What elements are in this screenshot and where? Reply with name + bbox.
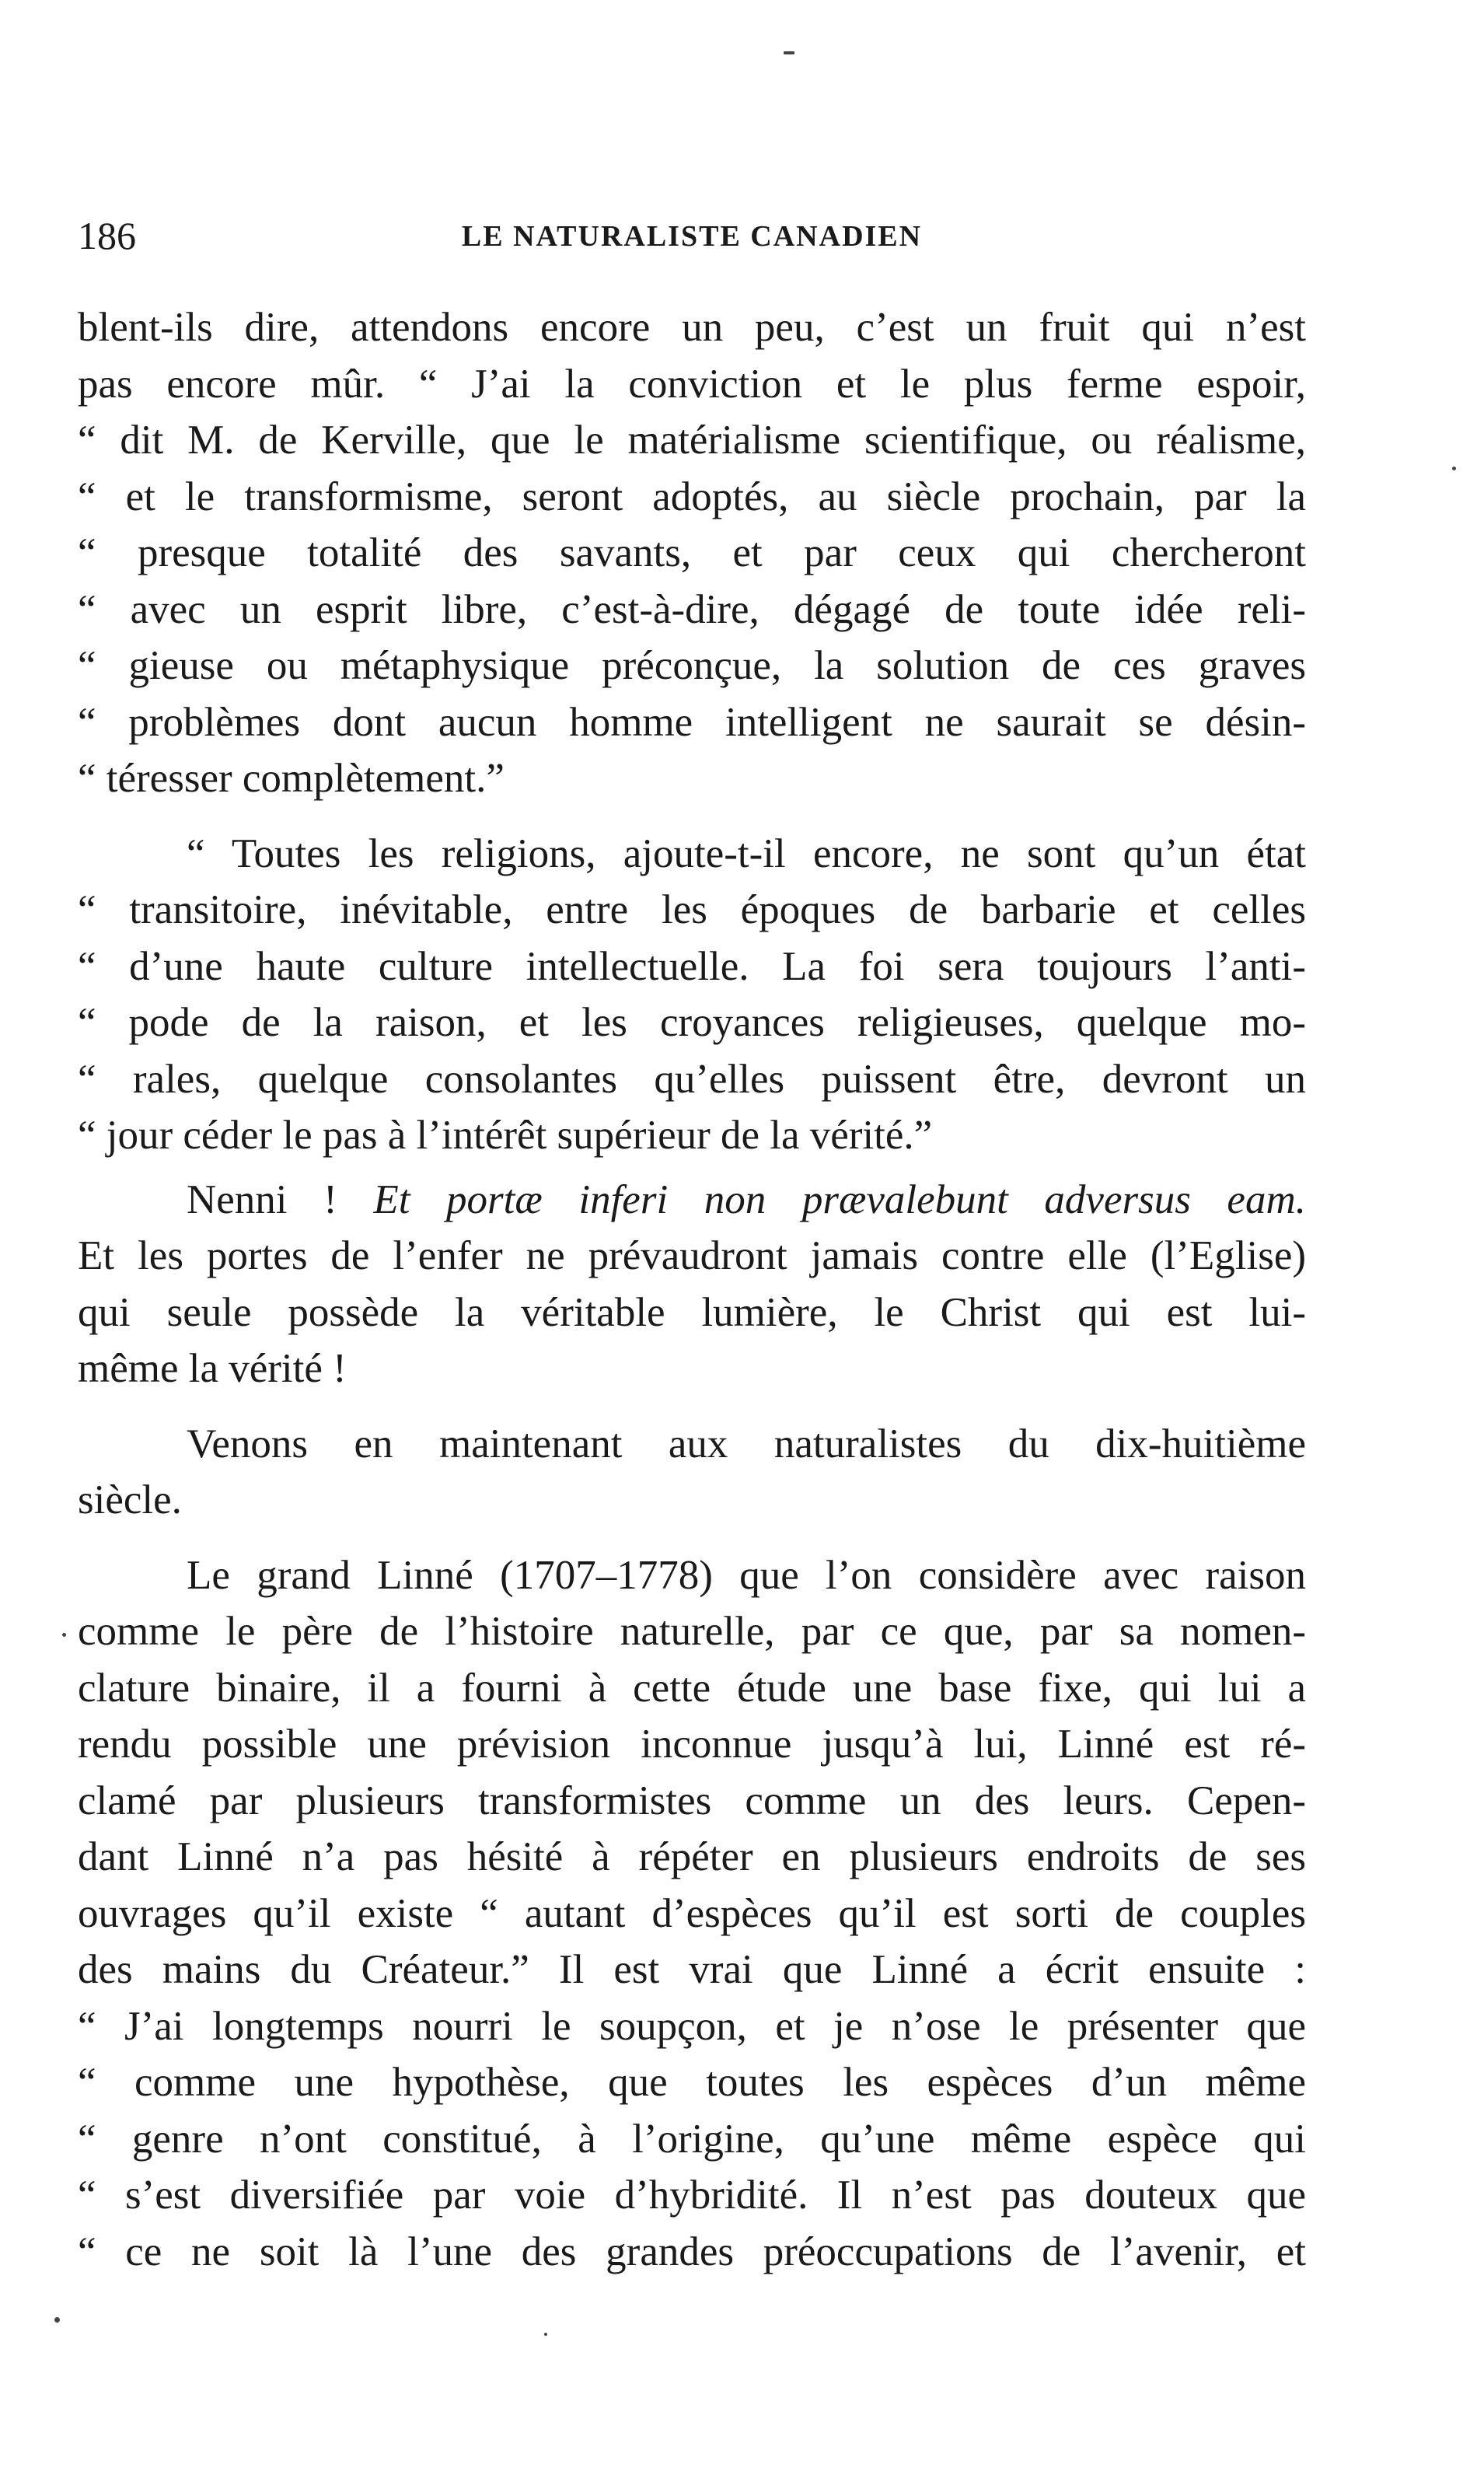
text-line: clature binaire, il a fourni à cette étude une base fixe, qui lui a (78, 1665, 1306, 1711)
text-line: pas encore mûr. “ J’ai la conviction et le plus ferme espoir, (78, 361, 1306, 407)
text-line: ouvrages qu’il existe “ autant d’espèces qu’il est sorti de couples (78, 1890, 1306, 1936)
text-line: comme le père de l’histoire naturelle, par ce que, par sa nomen- (78, 1609, 1306, 1654)
scan-speck (54, 2317, 60, 2323)
text-line: “ presque totalité des savants, et par ceux qui chercheront (78, 530, 1306, 575)
text-line: même la vérité ! (78, 1346, 347, 1391)
scan-speck (784, 51, 794, 54)
text-line: rendu possible une prévision inconnue jusqu’à lui, Linné est ré- (78, 1722, 1306, 1767)
text-line: “ problèmes dont aucun homme intelligent ne saurait se désin- (78, 699, 1306, 745)
running-title: LE NATURALISTE CANADIEN (461, 220, 923, 253)
text-line: “ gieuse ou métaphysique préconçue, la solution de ces graves (78, 643, 1306, 688)
page-number: 186 (78, 214, 136, 257)
text-line: “ pode de la raison, et les croyances religieuses, quelque mo- (78, 1000, 1306, 1045)
text-line: siècle. (78, 1477, 182, 1522)
text-line: “ rales, quelque consolantes qu’elles puissent être, devront un (78, 1056, 1306, 1102)
text-line: “ dit M. de Kerville, que le matérialisme scientifique, ou réalisme, (78, 418, 1306, 463)
text-line: Et les portes de l’enfer ne prévaudront jamais contre elle (l’Eglise) (78, 1233, 1306, 1278)
scan-speck (544, 2333, 547, 2336)
page-header (78, 208, 1306, 263)
text-line: “ téresser complètement.” (78, 756, 505, 801)
text-line: dant Linné n’a pas hésité à répéter en plusieurs endroits de ses (78, 1834, 1306, 1879)
body-text (78, 299, 1306, 2280)
paragraph-gap (78, 1164, 1306, 1172)
paragraph-gap (78, 1529, 1306, 1547)
paragraph (78, 826, 1306, 1164)
text-line: “ comme une hypothèse, que toutes les espèces d’un même (78, 2060, 1306, 2105)
text-line: clamé par plusieurs transformistes comme un des leurs. Cepen- (78, 1778, 1306, 1823)
text-span: Nenni ! (187, 1176, 374, 1222)
text-line: “ et le transformisme, seront adoptés, au siècle prochain, par la (78, 474, 1306, 519)
text-line: “ transitoire, inévitable, entre les époques de barbarie et celles (78, 887, 1306, 932)
paragraph-gap (78, 807, 1306, 826)
text-line (78, 1172, 1306, 1229)
paragraph (78, 1172, 1306, 1397)
paragraph-gap (78, 1397, 1306, 1416)
latin-quote: Et portæ inferi non prævalebunt adversus eam. (373, 1176, 1306, 1222)
scan-speck (62, 1633, 66, 1637)
text-line: “ avec un esprit libre, c’est-à-dire, dégagé de toute idée reli- (78, 586, 1306, 632)
text-line: “ genre n’ont constitué, à l’origine, qu’une même espèce qui (78, 2116, 1306, 2162)
text-line: “ J’ai longtemps nourri le soupçon, et je n’ose le présenter que (78, 2003, 1306, 2049)
text-line: “ Toutes les religions, ajoute-t-il encore, ne sont qu’un état (187, 830, 1306, 876)
text-line: des mains du Créateur.” Il est vrai que Linné a écrit ensuite : (78, 1947, 1306, 1992)
text-line: qui seule possède la véritable lumière, le Christ qui est lui- (78, 1289, 1306, 1335)
text-line: “ s’est diversifiée par voie d’hybridité. Il n’est pas douteux que (78, 2173, 1306, 2218)
scan-speck (1452, 467, 1456, 470)
paragraph (78, 1547, 1306, 2281)
text-line: blent-ils dire, attendons encore un peu, c’est un fruit qui n’est (78, 305, 1306, 350)
paragraph (78, 299, 1306, 807)
text-line: “ jour céder le pas à l’intérêt supérieur de la vérité.” (78, 1113, 933, 1158)
text-line: Le grand Linné (1707–1778) que l’on considère avec raison (187, 1552, 1306, 1598)
text-line: “ d’une haute culture intellectuelle. La foi sera toujours l’anti- (78, 943, 1306, 989)
text-line: Venons en maintenant aux naturalistes du dix-huitième (187, 1421, 1306, 1466)
paragraph (78, 1416, 1306, 1529)
text-line: “ ce ne soit là l’une des grandes préoccupations de l’avenir, et (78, 2229, 1306, 2274)
